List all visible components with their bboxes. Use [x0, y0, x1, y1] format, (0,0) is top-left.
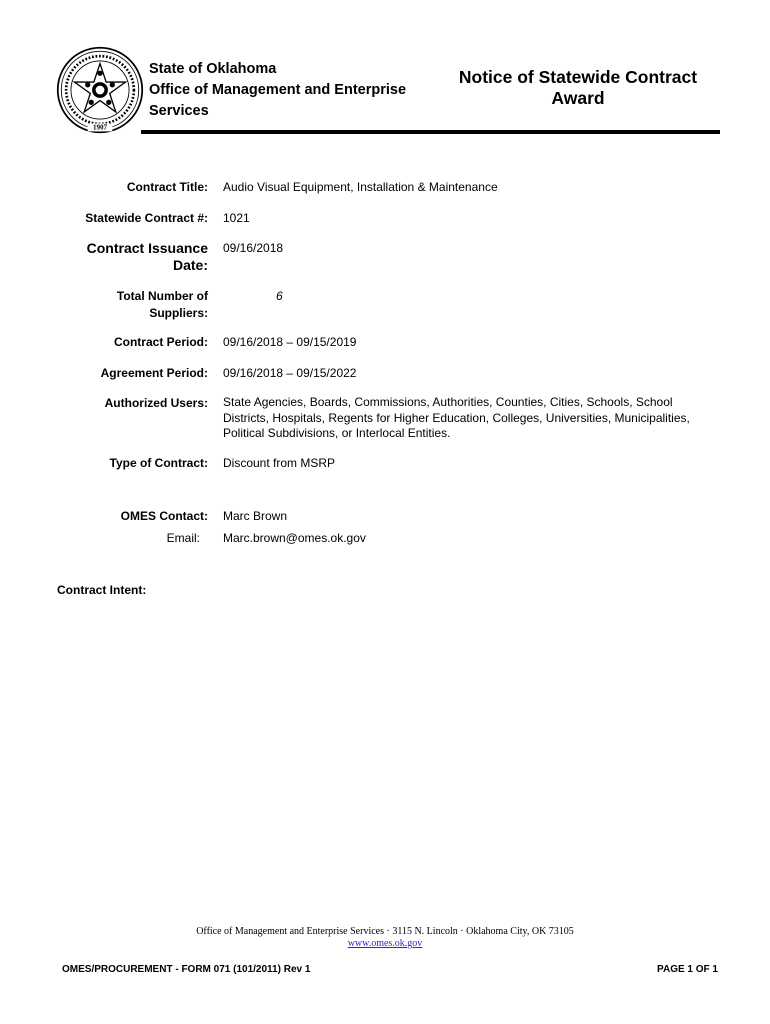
suppliers-value: 6: [276, 289, 283, 303]
contract-intent-label: Contract Intent:: [57, 583, 147, 597]
omes-contact-label: OMES Contact:: [120, 509, 208, 523]
authorized-users-line-2: Districts, Hospitals, Regents for Higher Education, Colleges, Universities, Municipalities,: [223, 410, 690, 425]
state-seal-logo: [56, 46, 144, 134]
org-line-3: Services: [149, 103, 209, 119]
header-divider: [141, 130, 720, 134]
document-title: [438, 67, 718, 109]
contract-type-label: Type of Contract:: [109, 456, 208, 470]
contract-title-value: Audio Visual Equipment, Installation & Maintenance: [223, 180, 498, 194]
contract-period-value: 09/16/2018 – 09/15/2019: [223, 335, 357, 349]
authorized-users-line-3: Political Subdivisions, or Interlocal Entities.: [223, 426, 451, 440]
agreement-period-label: Agreement Period:: [100, 366, 208, 380]
authorized-users-value: [223, 395, 690, 442]
authorized-users-line-1: State Agencies, Boards, Commissions, Authorities, Counties, Cities, Schools, School: [223, 395, 673, 409]
issuing-organization: [149, 59, 406, 122]
agreement-period-value: 09/16/2018 – 09/15/2022: [223, 366, 357, 380]
issuance-date-value: 09/16/2018: [223, 241, 284, 255]
page-number: PAGE 1 OF 1: [657, 964, 718, 975]
omes-contact-value: Marc Brown: [223, 509, 288, 523]
suppliers-label: [117, 288, 208, 322]
org-line-2: Office of Management and Enterprise: [149, 82, 407, 98]
issuance-date-label: [87, 240, 208, 274]
contract-type-value: Discount from MSRP: [223, 456, 336, 470]
form-identifier: OMES/PROCUREMENT - FORM 071 (101/2011) Rev 1: [62, 964, 311, 975]
email-value[interactable]: Marc.brown@omes.ok.gov: [223, 531, 366, 545]
suppliers-label-line-1: Total Number of: [116, 289, 208, 303]
suppliers-label-line-2: Suppliers:: [149, 306, 208, 320]
authorized-users-label: Authorized Users:: [104, 396, 208, 410]
org-line-1: State of Oklahoma: [149, 61, 277, 77]
footer-address: Office of Management and Enterprise Services · 3115 N. Lincoln · Oklahoma City, OK 73105: [196, 926, 574, 937]
footer-website-link[interactable]: www.omes.ok.gov: [347, 938, 423, 949]
title-line-1: Notice of Statewide Contract: [458, 67, 698, 87]
seal-year: 1907: [92, 123, 108, 132]
contract-title-label: Contract Title:: [126, 180, 208, 194]
email-label: Email:: [166, 531, 200, 545]
statewide-contract-label: Statewide Contract #:: [85, 211, 208, 225]
issuance-label-line-1: Contract Issuance: [86, 240, 208, 256]
title-line-2: Award: [551, 88, 605, 108]
statewide-contract-value: 1021: [223, 211, 250, 225]
issuance-label-line-2: Date:: [172, 257, 208, 273]
contract-period-label: Contract Period:: [113, 335, 208, 349]
